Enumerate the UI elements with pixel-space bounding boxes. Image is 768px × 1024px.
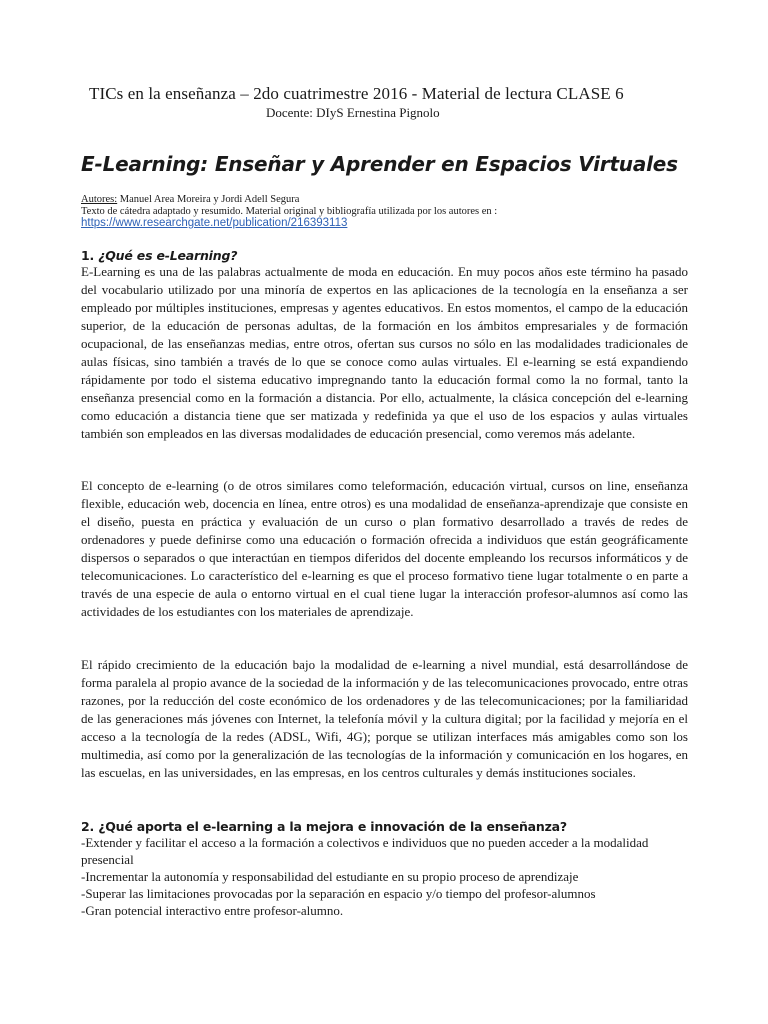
list-item: -Superar las limitaciones provocadas por la separación en espacio y/o tiempo del profesor-alumnos xyxy=(81,886,596,901)
paragraph-3: El rápido crecimiento de la educación bajo la modalidad de e-learning a nivel mundial, está desarrollándose de forma paralela al propio avance de la sociedad de la información y de las telecomunicaciones provocado, entre otras razones, por la reducción del coste económico de los ordenadores y de las telecomunicaciones; por la familiaridad de las generaciones más jóvenes con Internet, la telefonía móvil y la cultura digital; por la facilidad y mejoría en el acceso a la tecnología de la redes (ADSL, Wifi, 4G); porque se utilizan interfaces más amigables como son los multimedia, así como por la generalización de las tecnologías de la información y comunicación en los hogares, en las escuelas, en las universidades, en las empresas, en los centros culturales y demás instituciones sociales. xyxy=(81,657,688,780)
benefits-list xyxy=(81,834,688,919)
paragraph-1: E-Learning es una de las palabras actualmente de moda en educación. En muy pocos años este término ha pasado del vocabulario utilizado por una minoría de expertos en las aplicaciones de la tecnología en la enseñanza a ser empleado por múltiples instituciones, empresas y agentes educativos. En estos momentos, el campo de la educación superior, de la educación de personas adultas, de la formación en los ámbitos empresariales y de formación ocupacional, de las enseñanzas medias, entre otros, ofertan sus cursos no sólo en las modalidades tradicionales de aulas físicas, sino también a través de lo que se conoce como aulas virtuales. El e-learning se está expandiendo rápidamente por todo el sistema educativo impregnando tanto la educación formal como la no formal, tanto la enseñanza presencial como en la formación a distancia. Por ello, actualmente, la clásica concepción del e-learning como educación a distancia tiene que ser matizada y redefinida ya que el uso de los espacios y aulas virtuales también son empleados en las diversas modalidades de educación presencial, como veremos más adelante. xyxy=(81,264,688,441)
source-link[interactable]: https://www.researchgate.net/publication/216393113 xyxy=(81,217,348,229)
section-1-question: ¿Qué es e-Learning? xyxy=(98,248,238,263)
list-item: -Incrementar la autonomía y responsabilidad del estudiante en su propio proceso de aprendizaje xyxy=(81,869,579,884)
section-2-number: 2. xyxy=(81,819,99,834)
section-1-heading xyxy=(81,248,237,263)
course-header: TICs en la enseñanza – 2do cuatrimestre 2016 - Material de lectura CLASE 6 xyxy=(89,84,624,103)
authors-label: Autores: xyxy=(81,194,118,205)
list-item: -Gran potencial interactivo entre profesor-alumno. xyxy=(81,903,344,918)
source-note: Texto de cátedra adaptado y resumido. Material original y bibliografía utilizada por los autores en : xyxy=(81,206,498,217)
section-2-question: ¿Qué aporta el e-learning a la mejora e innovación de la enseñanza? xyxy=(98,819,567,834)
authors-names: Manuel Area Moreira y Jordi Adell Segura xyxy=(117,194,300,205)
document-title: E-Learning: Enseñar y Aprender en Espacios Virtuales xyxy=(81,152,678,176)
teacher-line: Docente: DIyS Ernestina Pignolo xyxy=(266,105,440,120)
section-1-number: 1. xyxy=(81,248,99,263)
paragraph-2: El concepto de e-learning (o de otros similares como teleformación, educación virtual, cursos on line, enseñanza flexible, educación web, docencia en línea, entre otros) es una modalidad de enseñanza-aprendizaje que consiste en el diseño, puesta en práctica y evaluación de un curso o plan formativo desarrollado a través de redes de ordenadores y puede definirse como una educación o formación ofrecida a individuos que están geográficamente dispersos o separados o que interactúan en tiempos diferidos del docente empleando los recursos informáticos y de telecomunicaciones. Lo característico del e-learning es que el proceso formativo tiene lugar totalmente o en parte a través de una especie de aula o entorno virtual en el cual tiene lugar la interacción profesor-alumnos así como las actividades de los estudiantes con los materiales de aprendizaje. xyxy=(81,478,688,619)
list-item: -Extender y facilitar el acceso a la formación a colectivos e individuos que no pueden acceder a la modalidad presencial xyxy=(81,835,649,867)
section-2-heading xyxy=(81,819,567,834)
authors-line xyxy=(81,194,299,206)
